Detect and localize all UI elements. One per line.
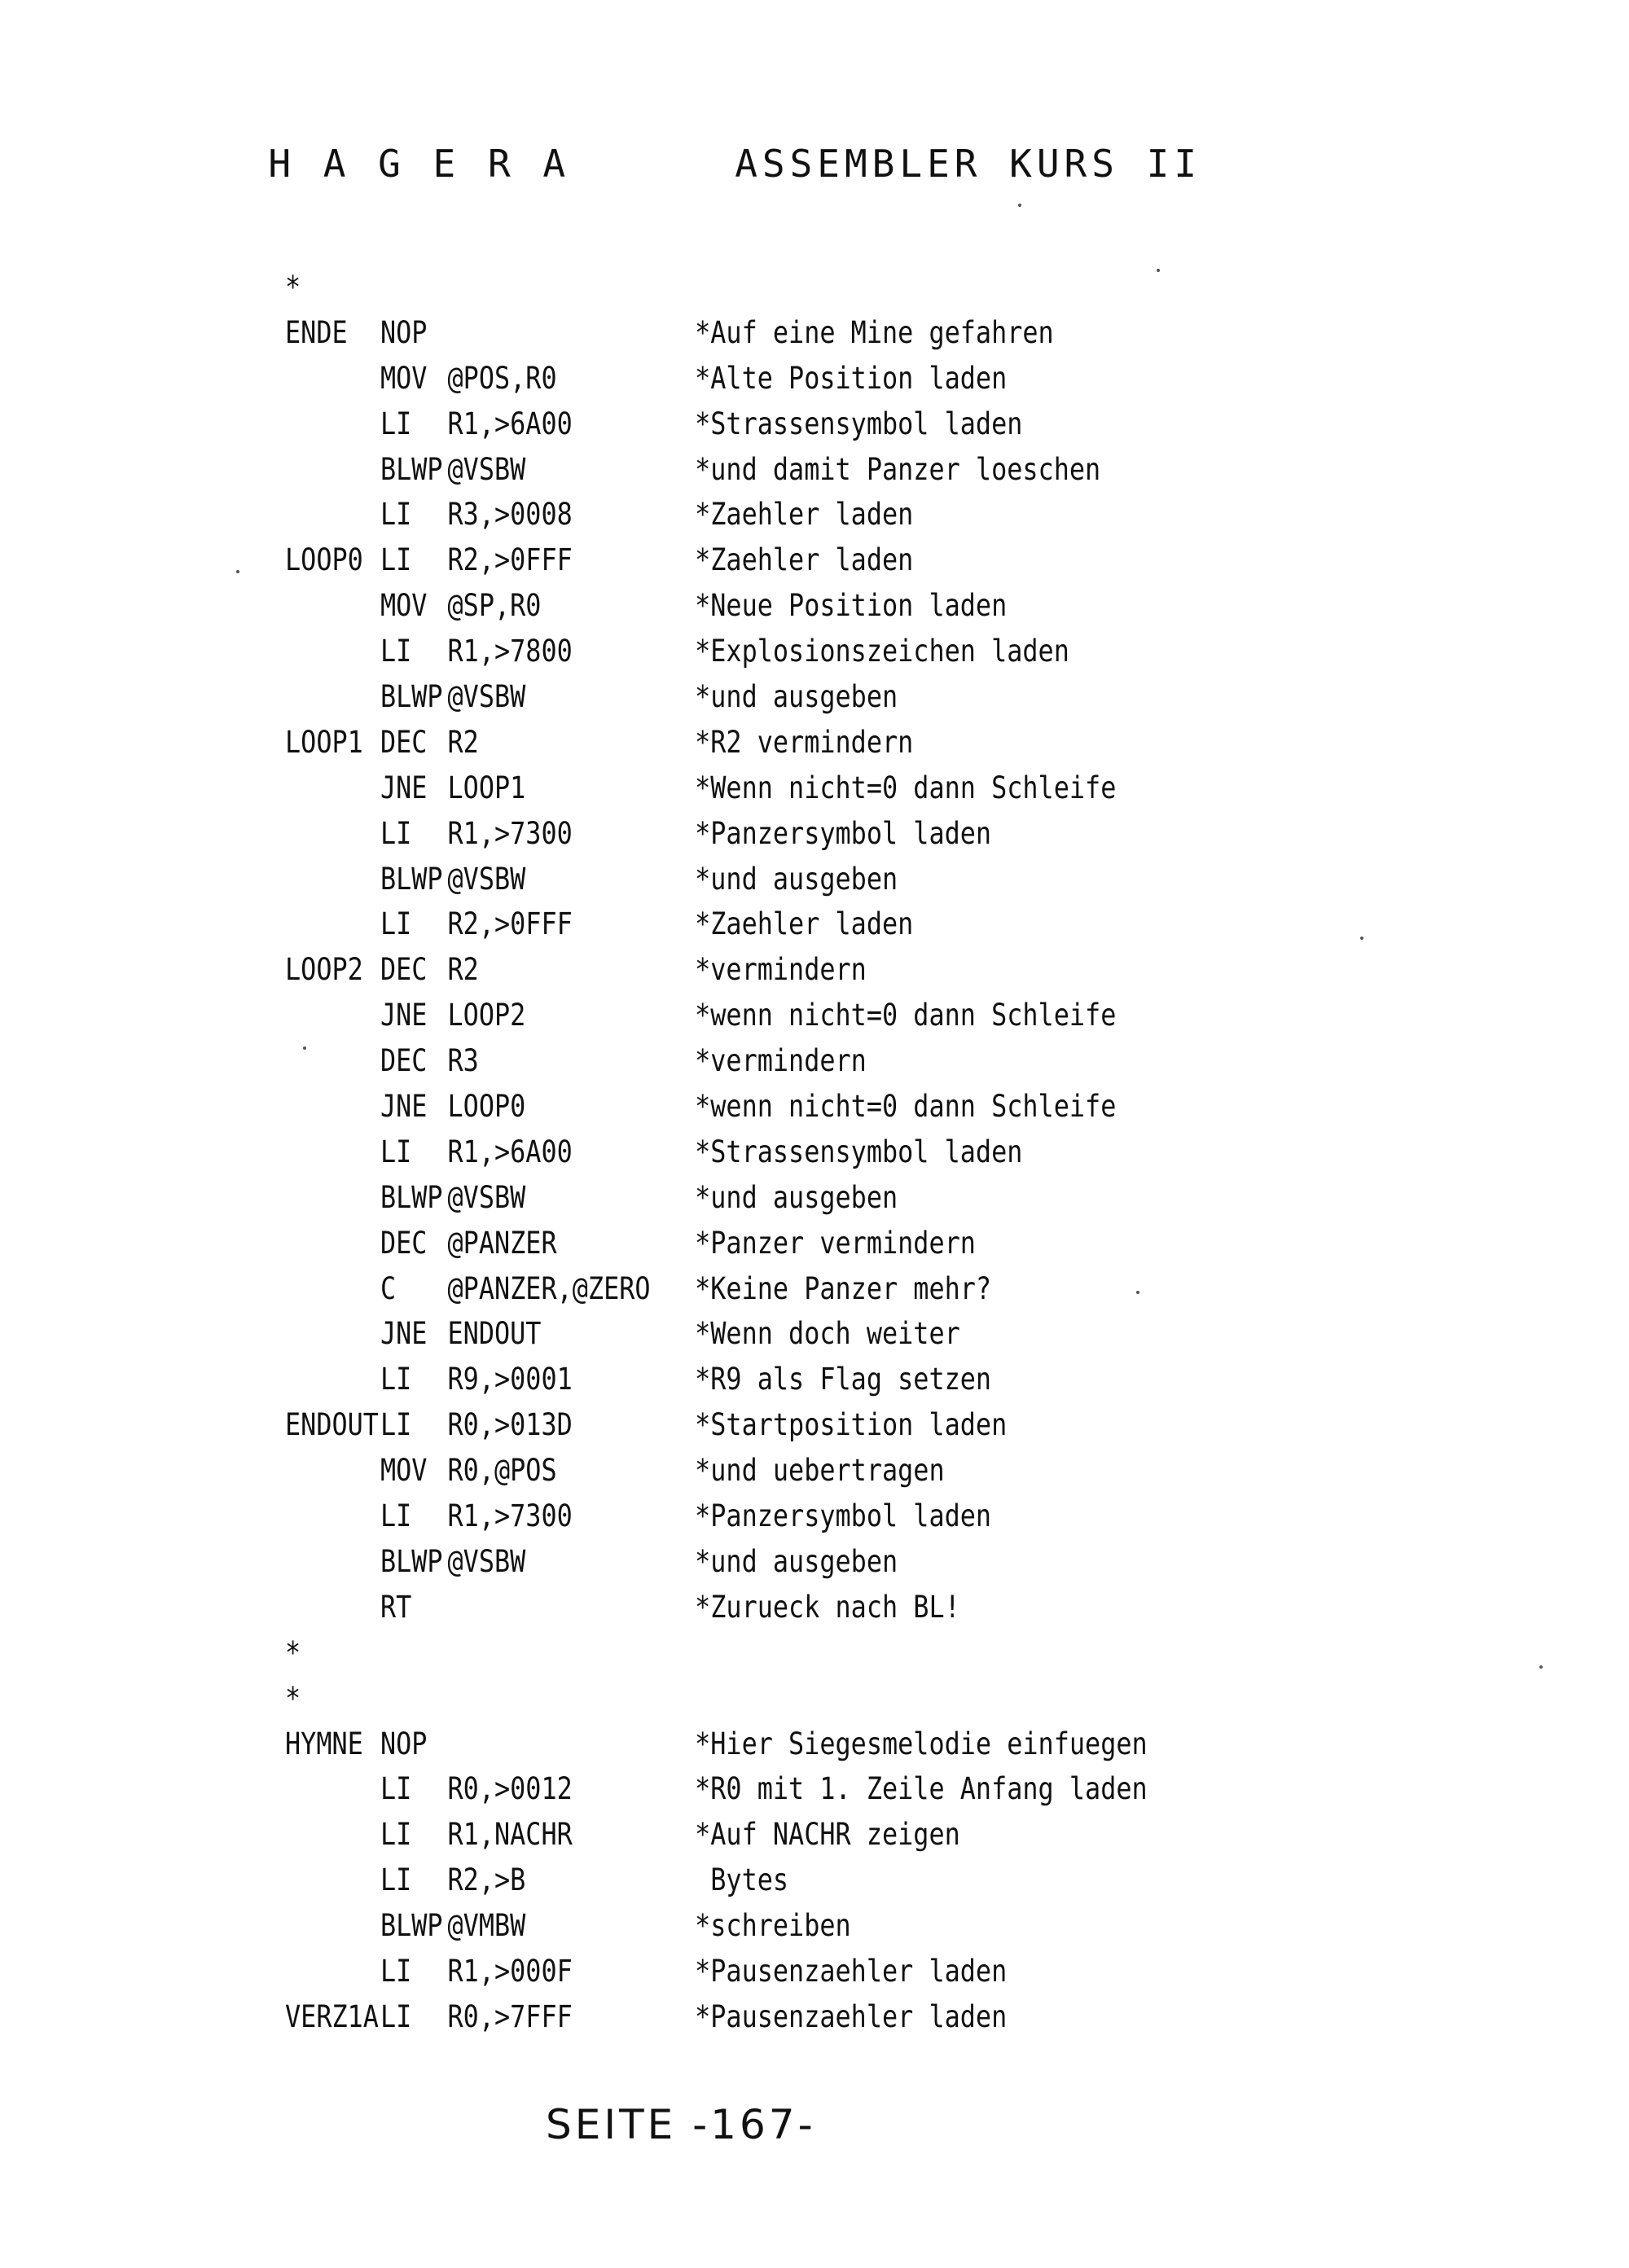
code-comment: *Zurueck nach BL! bbox=[695, 1589, 960, 1625]
code-opcode: BLWP bbox=[380, 861, 443, 897]
scan-speck bbox=[303, 1046, 306, 1050]
code-line bbox=[285, 492, 1406, 537]
code-opcode: LI bbox=[380, 1998, 412, 2034]
code-comment: *Auf eine Mine gefahren bbox=[695, 314, 1054, 350]
code-label: * bbox=[285, 1634, 301, 1670]
code-line bbox=[285, 766, 1406, 811]
code-label: LOOP0 bbox=[285, 542, 363, 578]
code-opcode: BLWP bbox=[380, 451, 443, 487]
scan-speck bbox=[1360, 937, 1363, 940]
code-opcode: LI bbox=[380, 1498, 412, 1534]
code-comment: *R9 als Flag setzen bbox=[695, 1362, 992, 1397]
code-line bbox=[285, 1266, 1406, 1312]
code-opcode: RT bbox=[380, 1589, 412, 1625]
code-comment: *R0 mit 1. Zeile Anfang laden bbox=[695, 1771, 1148, 1807]
code-opcode: C bbox=[380, 1270, 397, 1306]
code-line bbox=[285, 1949, 1406, 1994]
scan-speck bbox=[1157, 269, 1160, 272]
code-comment: *R2 vermindern bbox=[695, 724, 914, 760]
code-opcode: JNE bbox=[380, 1316, 428, 1352]
code-line bbox=[285, 1402, 1406, 1448]
code-comment: *Neue Position laden bbox=[695, 588, 1008, 624]
code-operand: @POS,R0 bbox=[447, 360, 557, 396]
code-opcode: DEC bbox=[380, 1225, 428, 1261]
code-line bbox=[285, 993, 1406, 1038]
code-comment: *Zaehler laden bbox=[695, 906, 914, 942]
code-comment: *Alte Position laden bbox=[695, 360, 1008, 396]
code-line bbox=[285, 537, 1406, 583]
code-operand: R3 bbox=[447, 1043, 479, 1079]
code-comment: *und ausgeben bbox=[695, 679, 898, 715]
code-comment: *Strassensymbol laden bbox=[695, 406, 1023, 441]
code-opcode: BLWP bbox=[380, 1543, 443, 1579]
code-opcode: LI bbox=[380, 542, 412, 578]
code-opcode: LI bbox=[380, 815, 412, 851]
code-operand: ENDOUT bbox=[447, 1316, 542, 1352]
code-line bbox=[285, 1494, 1406, 1539]
code-comment: *Startposition laden bbox=[695, 1407, 1008, 1443]
page-header bbox=[213, 98, 1201, 186]
code-comment: *Panzersymbol laden bbox=[695, 1498, 992, 1534]
code-line bbox=[285, 310, 1406, 356]
code-comment: *Zaehler laden bbox=[695, 542, 914, 578]
scan-speck bbox=[1018, 204, 1021, 207]
code-line bbox=[285, 583, 1406, 629]
code-operand: R2,>0FFF bbox=[447, 542, 573, 578]
code-comment: *wenn nicht=0 dann Schleife bbox=[695, 1089, 1117, 1125]
code-operand: @VSBW bbox=[447, 1179, 526, 1215]
code-line bbox=[285, 720, 1406, 766]
code-label: LOOP2 bbox=[285, 952, 363, 988]
code-comment: *wenn nicht=0 dann Schleife bbox=[695, 998, 1117, 1033]
code-operand: LOOP1 bbox=[447, 770, 526, 805]
code-operand: R1,>6A00 bbox=[447, 406, 573, 441]
code-opcode: MOV bbox=[380, 360, 428, 396]
code-opcode: LI bbox=[380, 1407, 412, 1443]
code-label: ENDOUT bbox=[285, 1407, 379, 1443]
code-operand: @VSBW bbox=[447, 1543, 526, 1579]
code-line bbox=[285, 1311, 1406, 1357]
scan-speck bbox=[1539, 1665, 1543, 1669]
assembler-listing bbox=[285, 265, 1588, 2040]
code-line bbox=[285, 1630, 1406, 1676]
code-line bbox=[285, 1585, 1406, 1630]
header-publisher: H A G E R A bbox=[268, 142, 571, 186]
code-line bbox=[285, 901, 1406, 947]
code-opcode: LI bbox=[380, 406, 412, 441]
code-operand: R2 bbox=[447, 724, 479, 760]
code-opcode: LI bbox=[380, 1771, 412, 1807]
header-course-title: ASSEMBLER KURS II bbox=[735, 142, 1202, 186]
code-operand: R1,NACHR bbox=[447, 1817, 573, 1853]
code-comment: *Wenn nicht=0 dann Schleife bbox=[695, 770, 1117, 805]
code-line bbox=[285, 265, 1406, 310]
code-operand: R0,>013D bbox=[447, 1407, 573, 1443]
code-operand: R9,>0001 bbox=[447, 1362, 573, 1397]
code-line bbox=[285, 811, 1406, 857]
code-comment: *vermindern bbox=[695, 952, 867, 988]
code-opcode: BLWP bbox=[380, 679, 443, 715]
code-comment: *Keine Panzer mehr? bbox=[695, 1270, 992, 1306]
code-opcode: NOP bbox=[380, 314, 428, 350]
code-line bbox=[285, 1448, 1406, 1494]
code-comment: *Hier Siegesmelodie einfuegen bbox=[695, 1726, 1148, 1761]
code-label: * bbox=[285, 270, 301, 305]
code-comment: *Strassensymbol laden bbox=[695, 1134, 1023, 1169]
code-line bbox=[285, 447, 1406, 493]
code-line bbox=[285, 356, 1406, 401]
code-opcode: MOV bbox=[380, 588, 428, 624]
code-operand: R3,>0008 bbox=[447, 497, 573, 533]
code-comment: *und ausgeben bbox=[695, 1543, 898, 1579]
code-line bbox=[285, 1812, 1406, 1858]
code-opcode: LI bbox=[380, 1362, 412, 1397]
code-line bbox=[285, 1038, 1406, 1084]
code-line bbox=[285, 1858, 1406, 1903]
code-comment: *Explosionszeichen laden bbox=[695, 634, 1069, 669]
code-comment: Bytes bbox=[695, 1862, 789, 1898]
code-comment: *Pausenzaehler laden bbox=[695, 1953, 1008, 1989]
code-label: * bbox=[285, 1680, 301, 1716]
code-comment: *Auf NACHR zeigen bbox=[695, 1817, 960, 1853]
code-operand: @PANZER bbox=[447, 1225, 557, 1261]
code-line bbox=[285, 1357, 1406, 1402]
code-comment: *Pausenzaehler laden bbox=[695, 1998, 1008, 2034]
code-opcode: LI bbox=[380, 1817, 412, 1853]
code-operand: LOOP2 bbox=[447, 998, 526, 1033]
scan-speck bbox=[236, 570, 239, 573]
code-line bbox=[285, 1722, 1406, 1767]
code-line bbox=[285, 1766, 1406, 1812]
code-label: VERZ1A bbox=[285, 1998, 379, 2034]
code-line bbox=[285, 1539, 1406, 1585]
code-line bbox=[285, 1221, 1406, 1266]
code-line bbox=[285, 1676, 1406, 1722]
code-operand: R0,@POS bbox=[447, 1453, 557, 1489]
code-operand: R2,>B bbox=[447, 1862, 526, 1898]
code-operand: @VSBW bbox=[447, 451, 526, 487]
code-line bbox=[285, 1175, 1406, 1221]
code-opcode: DEC bbox=[380, 1043, 428, 1079]
code-opcode: LI bbox=[380, 1134, 412, 1169]
code-comment: *vermindern bbox=[695, 1043, 867, 1079]
code-comment: *Panzersymbol laden bbox=[695, 815, 992, 851]
code-opcode: BLWP bbox=[380, 1908, 443, 1944]
code-opcode: LI bbox=[380, 1953, 412, 1989]
code-line bbox=[285, 1994, 1406, 2040]
code-label: HYMNE bbox=[285, 1726, 363, 1761]
code-line bbox=[285, 629, 1406, 674]
code-operand: R2,>0FFF bbox=[447, 906, 573, 942]
code-operand: LOOP0 bbox=[447, 1089, 526, 1125]
code-comment: *und damit Panzer loeschen bbox=[695, 451, 1101, 487]
code-opcode: NOP bbox=[380, 1726, 428, 1761]
code-operand: @VSBW bbox=[447, 679, 526, 715]
code-comment: *schreiben bbox=[695, 1908, 851, 1944]
code-line bbox=[285, 947, 1406, 993]
code-line bbox=[285, 401, 1406, 447]
code-opcode: LI bbox=[380, 497, 412, 533]
code-opcode: DEC bbox=[380, 724, 428, 760]
code-label: LOOP1 bbox=[285, 724, 363, 760]
code-comment: *und ausgeben bbox=[695, 1179, 898, 1215]
code-operand: @PANZER,@ZERO bbox=[447, 1270, 651, 1306]
code-operand: R1,>7300 bbox=[447, 815, 573, 851]
code-line bbox=[285, 1130, 1406, 1175]
code-line bbox=[285, 1903, 1406, 1949]
code-opcode: LI bbox=[380, 634, 412, 669]
code-opcode: LI bbox=[380, 906, 412, 942]
code-opcode: BLWP bbox=[380, 1179, 443, 1215]
code-operand: R0,>7FFF bbox=[447, 1998, 573, 2034]
code-line bbox=[285, 1084, 1406, 1130]
code-comment: *Wenn doch weiter bbox=[695, 1316, 960, 1352]
code-operand: R1,>6A00 bbox=[447, 1134, 573, 1169]
code-opcode: JNE bbox=[380, 1089, 428, 1125]
code-line bbox=[285, 674, 1406, 720]
code-opcode: LI bbox=[380, 1862, 412, 1898]
code-operand: R2 bbox=[447, 952, 479, 988]
code-label: ENDE bbox=[285, 314, 348, 350]
code-line bbox=[285, 857, 1406, 902]
code-operand: @SP,R0 bbox=[447, 588, 542, 624]
page-number: SEITE -167- bbox=[546, 2101, 816, 2148]
code-opcode: JNE bbox=[380, 770, 428, 805]
code-operand: @VSBW bbox=[447, 861, 526, 897]
code-comment: *Panzer vermindern bbox=[695, 1225, 976, 1261]
code-opcode: DEC bbox=[380, 952, 428, 988]
code-operand: R1,>7800 bbox=[447, 634, 573, 669]
code-opcode: MOV bbox=[380, 1453, 428, 1489]
code-comment: *und uebertragen bbox=[695, 1453, 945, 1489]
scan-speck bbox=[1136, 1291, 1139, 1294]
code-operand: R0,>0012 bbox=[447, 1771, 573, 1807]
code-operand: R1,>000F bbox=[447, 1953, 573, 1989]
code-operand: R1,>7300 bbox=[447, 1498, 573, 1534]
code-operand: @VMBW bbox=[447, 1908, 526, 1944]
code-opcode: JNE bbox=[380, 998, 428, 1033]
code-comment: *und ausgeben bbox=[695, 861, 898, 897]
code-comment: *Zaehler laden bbox=[695, 497, 914, 533]
